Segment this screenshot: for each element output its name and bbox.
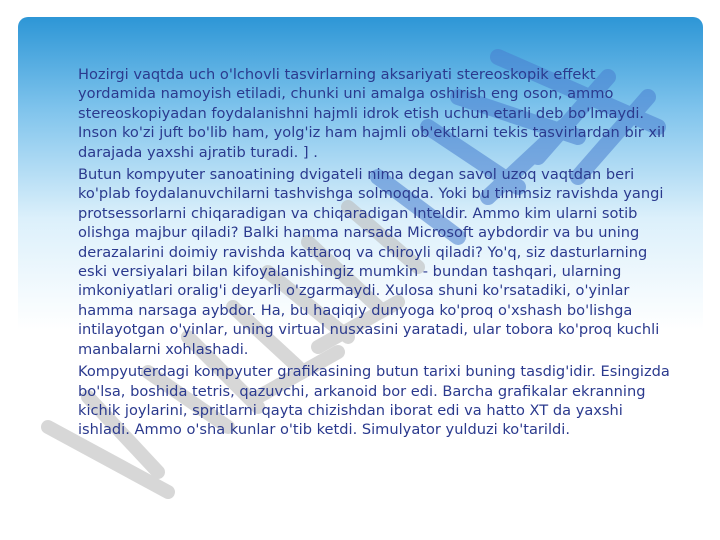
text-body (78, 65, 678, 443)
paragraph-1: Hozirgi vaqtda uch o'lchovli tasvirlarning aksariyati stereoskopik effekt yordamida namoyish etiladi, chunki uni amalga oshirish eng oson, ammo stereoskopiyadan foydalanishni hajmli idrok etish uchun etarli deb bo'lmaydi. Inson ko'zi juft bo'lib ham, yolg'iz ham hajmli ob'ektlarni tekis tasvirlardan bir xil darajada yaxshi ajratib turadi. ] . (78, 66, 666, 161)
slide (18, 17, 703, 522)
paragraph-3: Kompyuterdagi kompyuter grafikasining butun tarixi buning tasdig'idir. Esingizda bo'lsa, boshida tetris, qazuvchi, arkanoid bor edi. Barcha grafikalar ekranning kichik joylarini, spritlarni qayta chizishdan iborat edi va hatto XT da yaxshi ishladi. Ammo o'sha kunlar o'tib ketdi. Simulyator yulduzi ko'tarildi. (78, 363, 670, 439)
paragraph-2: Butun kompyuter sanoatining dvigateli nima degan savol uzoq vaqtdan beri ko'plab foydalanuvchilarni tashvishga solmoqda. Yoki bu tinimsiz ravishda yangi protsessorlarni chiqaradigan va chiqaradigan Inteldir. Ammo kim ularni sotib olishga majbur qiladi? Balki hamma narsada Microsoft aybdordir va bu uning derazalarini doimiy ravishda kattaroq va chiroyli qiladi? Yo'q, siz dasturlarning eski versiyalari bilan kifoyalanishingiz mumkin - bundan tashqari, ularning imkoniyatlari oralig'i deyarli o'zgarmaydi. Xulosa shuni ko'rsatadiki, o'yinlar hamma narsaga aybdor. Ha, bu haqiqiy dunyoga ko'proq o'xshash bo'lishga intilayotgan o'yinlar, uning virtual nusxasini yaratadi, ular tobora ko'proq kuchli manbalarni xohlashadi. (78, 166, 664, 358)
